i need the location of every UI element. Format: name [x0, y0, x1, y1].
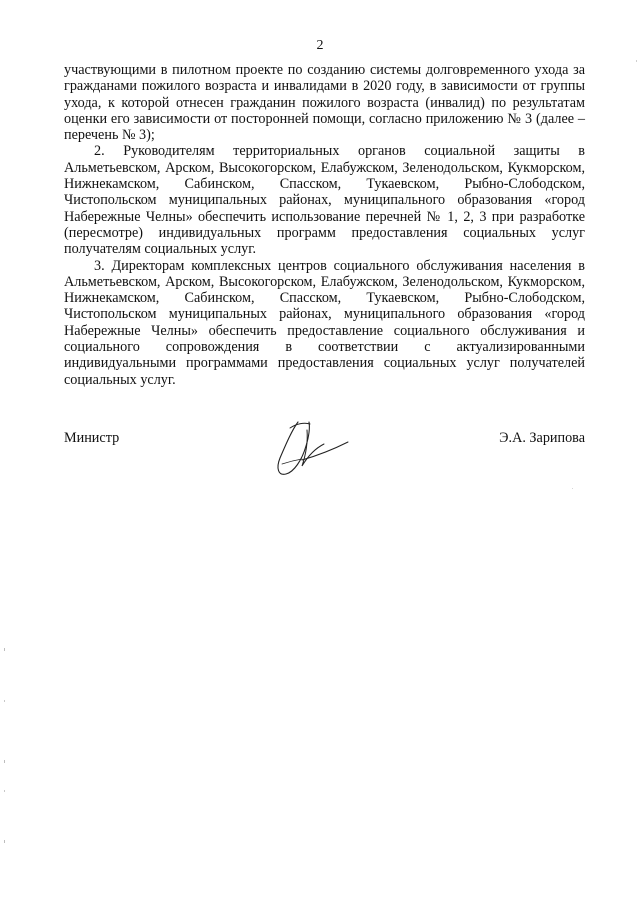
- paragraph-continuation: участвующими в пилотном проекте по созданию системы долговременного ухода за гражданами пожилого возраста и инвалидами в 2020 году, в зависимости от группы ухода, к которой отнесен гражданин пожилого возраста (инвалид) по результатам оценки его зависимости от посторонней помощи, согласно приложению № 3 (далее – перечень № 3);: [64, 62, 585, 144]
- paragraph-item-2: 2. Руководителям территориальных органов социальной защиты в Альметьевском, Арском, Высокогорском, Елабужском, Зеленодольском, Кукморском, Нижнекамском, Сабинском, Спасском, Тукаевском, Рыбно-Слободском, Чистопольском муниципальных районах, муниципального образования «город Набережные Челны» обеспечить использование перечней № 1, 2, 3 при разработке (пересмотре) индивидуальных программ предоставления социальных услуг получателям социальных услуг.: [64, 143, 585, 258]
- handwritten-signature: [262, 414, 357, 489]
- signature-block: [64, 430, 585, 490]
- document-body: [64, 62, 585, 388]
- page-number: 2: [316, 38, 324, 53]
- signatory-title: Министр: [64, 430, 120, 446]
- signatory-name: Э.А. Зарипова: [499, 430, 585, 446]
- paragraph-item-3: 3. Директорам комплексных центров социального обслуживания населения в Альметьевском, Арском, Высокогорском, Елабужском, Зеленодольском, Кукморском, Нижнекамском, Сабинском, Спасском, Тукаевском, Рыбно-Слободском, Чистопольском муниципальных районах, муниципального образования «город Набережные Челны» обеспечить предоставление социального обслуживания и социального сопровождения в соответствии с актуализированными индивидуальными программами предоставления социальных услуг получателей социальных услуг.: [64, 257, 585, 388]
